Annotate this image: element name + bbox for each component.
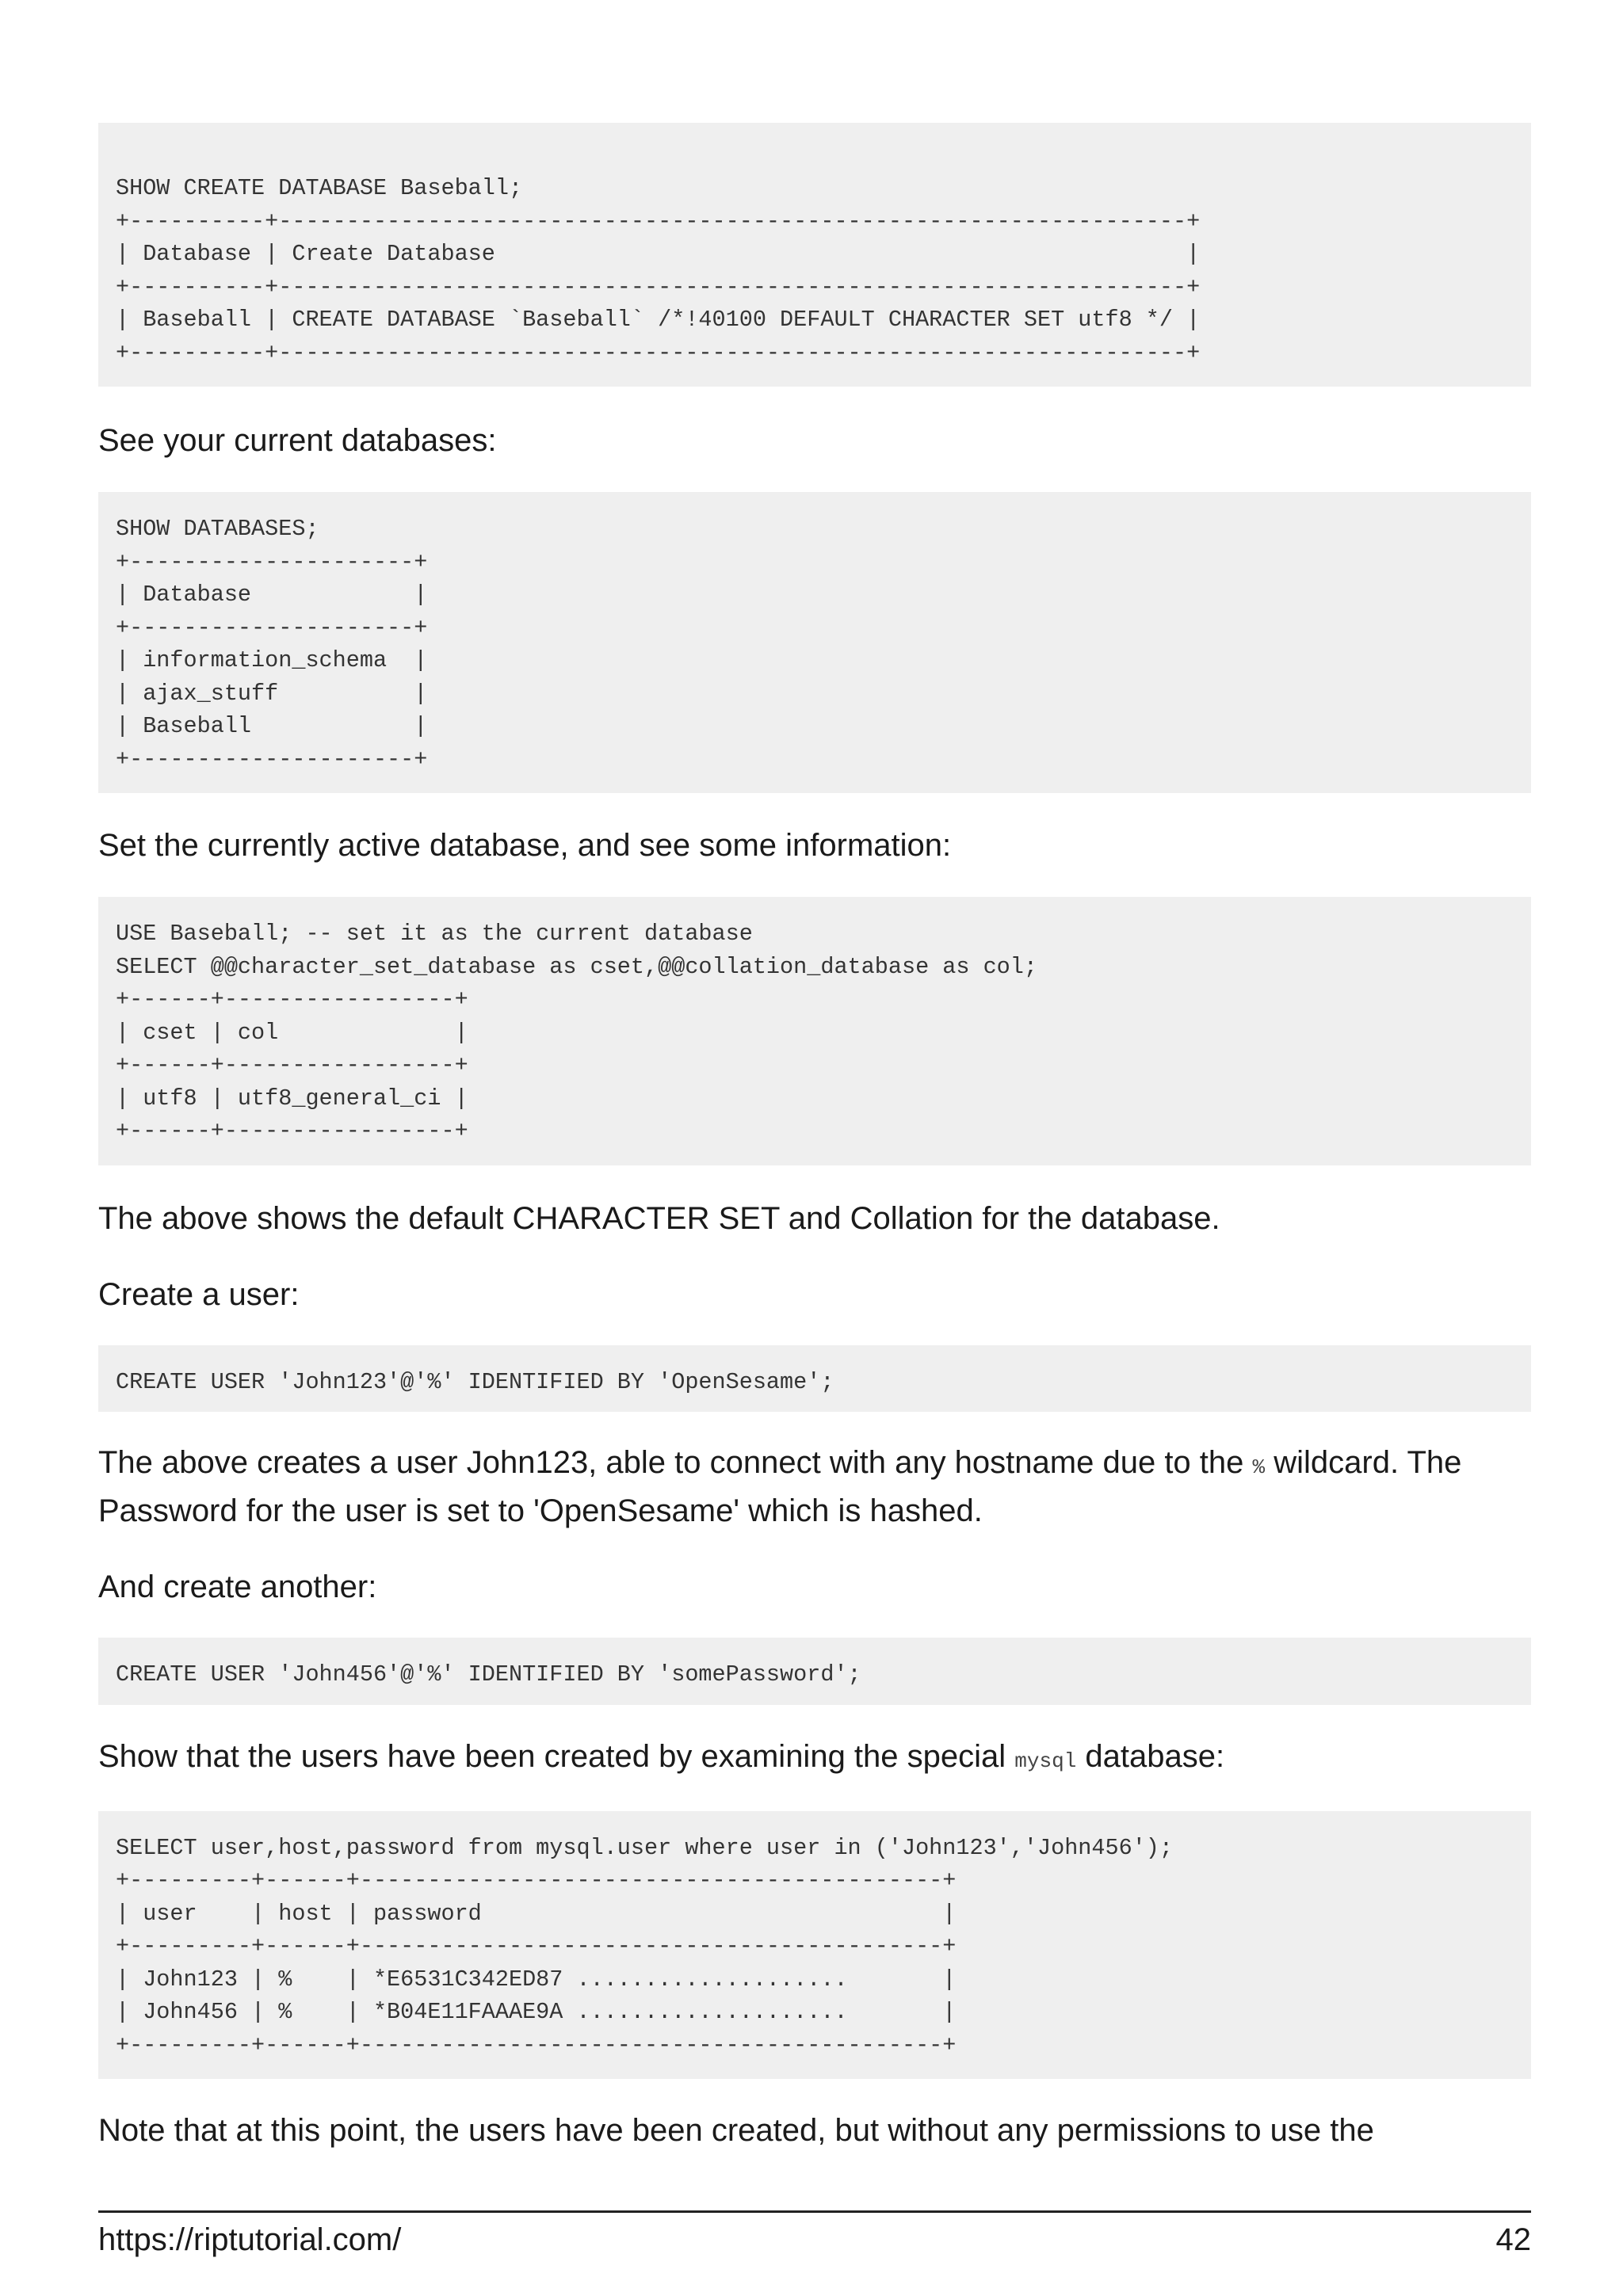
paragraph-text: wildcard. The Password for the user is set to 'OpenSesame' which is hashed. [98, 1445, 1462, 1528]
code-block-create-user-john456: CREATE USER 'John456'@'%' IDENTIFIED BY 'somePassword'; [98, 1638, 1531, 1705]
code-block-select-users: SELECT user,host,password from mysql.user where user in ('John123','John456'); +---------+------+-------------------------------------------+ | user | host | password | +---------+------+-------------------------------------------+ | John123 | % | *E6531C342ED87 .................... | | John456 | % | *B04E11FAAAE9A .................... | +---------+------+-------------------------------------------+ [98, 1811, 1531, 2080]
paragraph-set-active-database: Set the currently active database, and see some information: [98, 828, 952, 863]
paragraph-see-databases: See your current databases: [98, 423, 497, 458]
footer-divider [98, 2210, 1531, 2213]
code-block-use-database: USE Baseball; -- set it as the current database SELECT @@character_set_database as cset,@@collation_database as col; +------+-----------------+ | cset | col | +------+-----------------+ | utf8 | utf8_general_ci | +------+-----------------+ [98, 897, 1531, 1165]
paragraph-create-another: And create another: [98, 1569, 377, 1604]
footer-url: https://riptutorial.com/ [98, 2222, 402, 2257]
inline-code-mysql: mysql [1014, 1749, 1077, 1773]
code-block-show-databases: SHOW DATABASES; +---------------------+ | Database | +---------------------+ | information_schema | | ajax_stuff | | Baseball | +---------------------+ [98, 492, 1531, 793]
code-block-show-create-database: SHOW CREATE DATABASE Baseball; +----------+-------------------------------------------------------------------+ | Database | Create Database | +----------+-------------------------------------------------------------------+ | Baseball | CREATE DATABASE `Baseball` /*!40100 DEFAULT CHARACTER SET utf8 */ | +----------+-------------------------------------------------------------------+ [98, 123, 1531, 387]
paragraph-user-explanation [98, 1441, 1531, 1533]
paragraph-text: database: [1076, 1738, 1225, 1774]
paragraph-permissions-note: Note that at this point, the users have been created, but without any permissions to use the [98, 2113, 1374, 2148]
paragraph-text: Show that the users have been created by examining the special [98, 1738, 1015, 1774]
paragraph-default-charset: The above shows the default CHARACTER SET and Collation for the database. [98, 1200, 1220, 1236]
inline-code-wildcard: % [1252, 1455, 1266, 1479]
page-number: 42 [1495, 2222, 1531, 2257]
paragraph-create-user: Create a user: [98, 1276, 300, 1312]
paragraph-text: The above creates a user John123, able to connect with any hostname due to the [98, 1445, 1253, 1480]
page-content [98, 123, 1531, 2153]
paragraph-show-users [98, 1735, 1531, 1783]
code-block-create-user-john123: CREATE USER 'John123'@'%' IDENTIFIED BY 'OpenSesame'; [98, 1345, 1531, 1413]
